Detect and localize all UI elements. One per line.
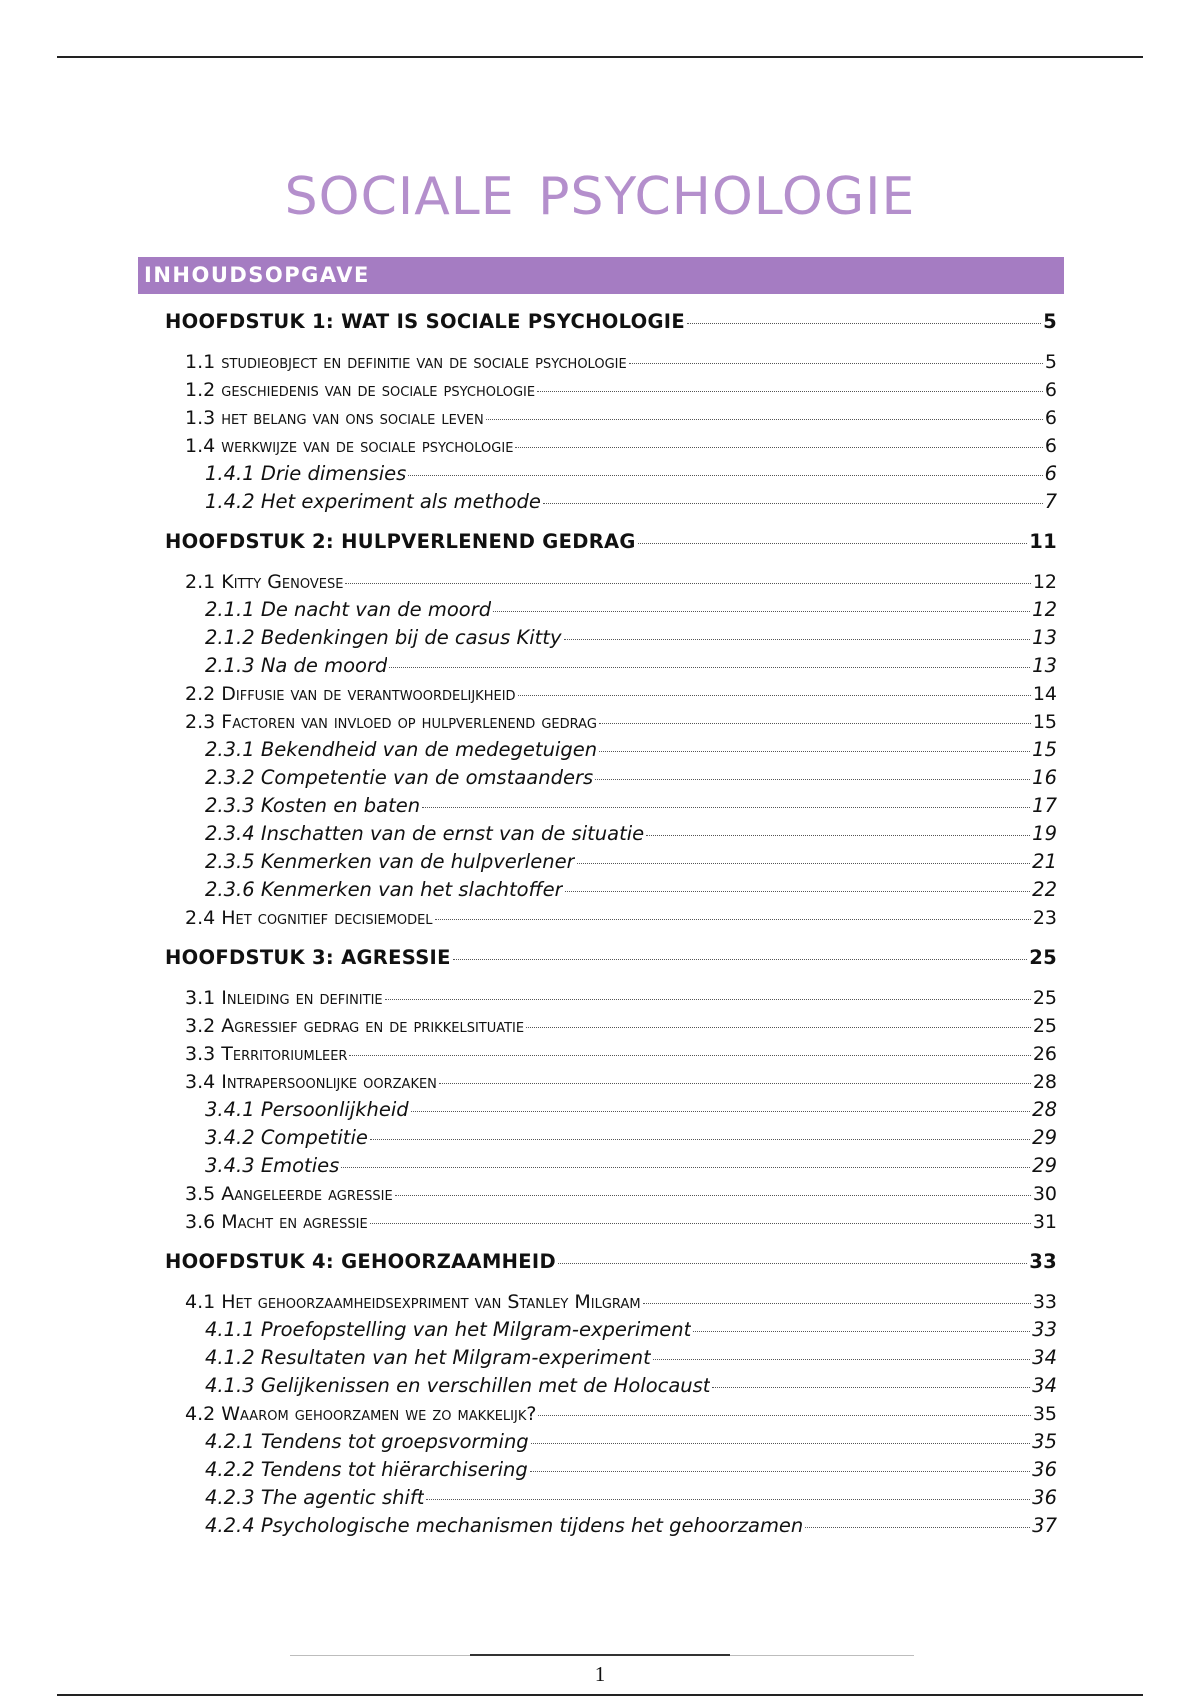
toc-entry-page: 15: [1032, 738, 1057, 761]
toc-entry-subsection[interactable]: [205, 1372, 1057, 1400]
toc-entry-number: 1.2: [185, 379, 216, 401]
toc-entry-label: 3.4.1 Persoonlijkheid: [205, 1098, 409, 1121]
toc-entry-label: [185, 1208, 368, 1236]
toc-entry-subsection[interactable]: [205, 1344, 1057, 1372]
toc-entry-label: 4.2.1 Tendens tot groepsvorming: [205, 1430, 529, 1453]
toc-entry-number: 2.3: [185, 711, 216, 733]
toc-entry-section[interactable]: [185, 904, 1057, 932]
toc-entry-page: 35: [1032, 1430, 1057, 1453]
toc-dot-leader: [558, 1263, 1027, 1264]
toc-entry-subsection[interactable]: [205, 876, 1057, 904]
toc-entry-section[interactable]: [185, 376, 1057, 404]
toc-entry-number: 3.3: [185, 1043, 216, 1065]
toc-entry-page: 25: [1032, 1015, 1057, 1037]
toc-dot-leader: [565, 891, 1031, 892]
toc-entry-text: Agressief gedrag en de prikkelsituatie: [221, 1015, 525, 1037]
toc-dot-leader: [389, 667, 1030, 668]
toc-dot-leader: [595, 779, 1030, 780]
toc-dot-leader: [531, 1443, 1030, 1444]
toc-entry-label: HOOFDSTUK 1: WAT IS SOCIALE PSYCHOLOGIE: [165, 310, 685, 333]
toc-entry-page: 15: [1032, 711, 1057, 733]
toc-entry-page: 33: [1032, 1318, 1057, 1341]
toc-entry-subsection[interactable]: [205, 624, 1057, 652]
toc-entry-label: 4.2.3 The agentic shift: [205, 1486, 425, 1509]
toc-entry-number: 4.2: [185, 1403, 216, 1425]
toc-dot-leader: [518, 695, 1031, 696]
toc-entry-section[interactable]: [185, 1040, 1057, 1068]
toc-entry-text: Kitty Genovese: [221, 571, 344, 593]
toc-dot-leader: [422, 807, 1030, 808]
toc-entry-page: 29: [1032, 1154, 1057, 1177]
toc-entry-text: Aangeleerde agressie: [221, 1183, 393, 1205]
toc-entry-label: [185, 568, 343, 596]
toc-entry-number: 4.1: [185, 1291, 216, 1313]
toc-dot-leader: [629, 363, 1043, 364]
toc-entry-page: 6: [1044, 407, 1057, 429]
toc-entry-section[interactable]: [185, 680, 1057, 708]
toc-dot-leader: [537, 391, 1043, 392]
toc-entry-text: Intrapersoonlijke oorzaken: [221, 1071, 437, 1093]
toc-entry-number: 1.4: [185, 435, 216, 457]
toc-entry-label: 2.3.6 Kenmerken van het slachtoffer: [205, 878, 563, 901]
document-title: SOCIALE PSYCHOLOGIE: [284, 167, 916, 227]
toc-entry-page: 33: [1029, 1250, 1057, 1273]
toc-entry-page: 36: [1032, 1486, 1057, 1509]
toc-entry-page: 14: [1032, 683, 1057, 705]
toc-entry-label: [185, 404, 484, 432]
toc-entry-subsection[interactable]: [205, 736, 1057, 764]
toc-entry-page: 23: [1032, 907, 1057, 929]
toc-dot-leader: [538, 1415, 1030, 1416]
toc-entry-page: 26: [1032, 1043, 1057, 1065]
toc-entry-number: 3.5: [185, 1183, 216, 1205]
toc-entry-chapter[interactable]: [165, 944, 1057, 972]
toc-entry-page: 5: [1043, 310, 1057, 333]
toc-entry-text: werkwijze van de sociale psychologie: [221, 435, 514, 457]
toc-dot-leader: [599, 751, 1030, 752]
toc-entry-label: 2.3.4 Inschatten van de ernst van de situatie: [205, 822, 645, 845]
toc-entry-page: 37: [1032, 1514, 1057, 1537]
toc-entry-label: 4.1.1 Proefopstelling van het Milgram-experiment: [205, 1318, 692, 1341]
toc-entry-label: 3.4.2 Competitie: [205, 1126, 368, 1149]
toc-dot-leader: [439, 1083, 1031, 1084]
toc-entry-text: Diffusie van de verantwoordelijkheid: [221, 683, 516, 705]
toc-entry-label: 4.2.2 Tendens tot hiërarchisering: [205, 1458, 528, 1481]
toc-dot-leader: [435, 919, 1031, 920]
toc-dot-leader: [530, 1471, 1030, 1472]
toc-entry-label: [185, 1180, 393, 1208]
toc-entry-page: 36: [1032, 1458, 1057, 1481]
toc-entry-page: 21: [1032, 850, 1057, 873]
toc-entry-section[interactable]: [185, 984, 1057, 1012]
toc-dot-leader: [712, 1387, 1030, 1388]
toc-dot-leader: [486, 419, 1043, 420]
toc-entry-page: 6: [1044, 435, 1057, 457]
toc-entry-page: 7: [1044, 490, 1057, 513]
toc-entry-page: 30: [1032, 1183, 1057, 1205]
toc-dot-leader: [638, 543, 1028, 544]
toc-entry-text: studieobject en definitie van de sociale psychologie: [221, 351, 627, 373]
toc-entry-page: 13: [1032, 626, 1057, 649]
toc-entry-subsection[interactable]: [205, 1428, 1057, 1456]
toc-entry-subsection[interactable]: [205, 460, 1057, 488]
toc-dot-leader: [653, 1359, 1030, 1360]
toc-entry-text: Macht en agressie: [221, 1211, 368, 1233]
toc-entry-section[interactable]: [185, 1400, 1057, 1428]
toc-entry-section[interactable]: [185, 568, 1057, 596]
toc-entry-page: 25: [1029, 946, 1057, 969]
toc-dot-leader: [526, 1027, 1031, 1028]
toc-entry-label: 1.4.2 Het experiment als methode: [205, 490, 541, 513]
toc-entry-subsection[interactable]: [205, 652, 1057, 680]
toc-entry-text: Waarom gehoorzamen we zo makkelijk?: [221, 1403, 537, 1425]
toc-entry-label: [185, 376, 535, 404]
toc-entry-number: 1.1: [185, 351, 216, 373]
toc-dot-leader: [349, 1055, 1030, 1056]
toc-entry-section[interactable]: [185, 708, 1057, 736]
toc-entry-number: 2.1: [185, 571, 216, 593]
toc-entry-number: 1.3: [185, 407, 216, 429]
toc-entry-text: Inleiding en definitie: [221, 987, 383, 1009]
toc-entry-label: 2.3.5 Kenmerken van de hulpverlener: [205, 850, 575, 873]
toc-entry-subsection[interactable]: [205, 820, 1057, 848]
toc-entry-subsection[interactable]: [205, 792, 1057, 820]
toc-entry-label: [185, 680, 516, 708]
toc-entry-label: 1.4.1 Drie dimensies: [205, 462, 407, 485]
toc-entry-page: 29: [1032, 1126, 1057, 1149]
toc-dot-leader: [599, 723, 1031, 724]
toc-entry-label: HOOFDSTUK 2: HULPVERLENEND GEDRAG: [165, 530, 636, 553]
toc-entry-page: 6: [1044, 462, 1057, 485]
toc-entry-page: 34: [1032, 1374, 1057, 1397]
toc-dot-leader: [395, 1195, 1031, 1196]
toc-entry-page: 11: [1029, 530, 1057, 553]
toc-entry-page: 34: [1032, 1346, 1057, 1369]
toc-entry-text: Factoren van invloed op hulpverlenend gedrag: [221, 711, 597, 733]
toc-entry-page: 12: [1032, 598, 1057, 621]
toc-dot-leader: [687, 323, 1041, 324]
toc-entry-label: HOOFDSTUK 4: GEHOORZAAMHEID: [165, 1250, 556, 1273]
bottom-rule: [57, 1694, 1143, 1696]
toc-dot-leader: [643, 1303, 1031, 1304]
toc-entry-text: geschiedenis van de sociale psychologie: [221, 379, 536, 401]
toc-entry-label: 4.1.3 Gelijkenissen en verschillen met de Holocaust: [205, 1374, 711, 1397]
toc-dot-leader: [693, 1331, 1030, 1332]
toc-entry-label: [185, 904, 433, 932]
toc-dot-leader: [805, 1527, 1030, 1528]
toc-dot-leader: [370, 1223, 1031, 1224]
toc-entry-label: [185, 708, 597, 736]
toc-entry-page: 28: [1032, 1071, 1057, 1093]
toc-entry-subsection[interactable]: [205, 764, 1057, 792]
toc-entry-label: 2.1.2 Bedenkingen bij de casus Kitty: [205, 626, 562, 649]
toc-dot-leader: [426, 1499, 1030, 1500]
toc-entry-number: 2.4: [185, 907, 216, 929]
toc-entry-label: 2.1.1 De nacht van de moord: [205, 598, 492, 621]
toc-entry-page: 12: [1032, 571, 1057, 593]
toc-entry-text: het belang van ons sociale leven: [221, 407, 484, 429]
toc-dot-leader: [543, 503, 1043, 504]
toc-dot-leader: [408, 475, 1042, 476]
toc-entry-section[interactable]: [185, 1208, 1057, 1236]
toc-entry-number: 3.1: [185, 987, 216, 1009]
toc-entry-page: 33: [1032, 1291, 1057, 1313]
toc-entry-label: 2.3.3 Kosten en baten: [205, 794, 421, 817]
toc-entry-section[interactable]: [185, 432, 1057, 460]
toc-dot-leader: [385, 999, 1031, 1000]
toc-entry-label: [185, 348, 627, 376]
toc-entry-subsection[interactable]: [205, 1484, 1057, 1512]
toc-entry-section[interactable]: [185, 1012, 1057, 1040]
toc-entry-chapter[interactable]: [165, 528, 1057, 556]
toc-entry-text: Het cognitief decisiemodel: [221, 907, 433, 929]
toc-dot-leader: [411, 1111, 1031, 1112]
toc-entry-label: HOOFDSTUK 3: AGRESSIE: [165, 946, 451, 969]
toc-dot-leader: [453, 959, 1028, 960]
toc-entry-label: [185, 432, 513, 460]
toc-dot-leader: [493, 611, 1030, 612]
toc-entry-label: [185, 1068, 437, 1096]
toc-entry-text: Het gehoorzaamheidsexpriment van Stanley Milgram: [221, 1291, 641, 1313]
toc-entry-chapter[interactable]: [165, 308, 1057, 336]
toc-entry-chapter[interactable]: [165, 1248, 1057, 1276]
toc-entry-label: [185, 1012, 524, 1040]
toc-entry-number: 3.4: [185, 1071, 216, 1093]
toc-entry-page: 13: [1032, 654, 1057, 677]
toc-entry-page: 6: [1044, 379, 1057, 401]
page-number: 1: [594, 1662, 606, 1686]
toc-entry-number: 3.2: [185, 1015, 216, 1037]
toc-dot-leader: [341, 1167, 1030, 1168]
toc-entry-subsection[interactable]: [205, 1456, 1057, 1484]
toc-heading: INHOUDSOPGAVE: [138, 257, 1064, 294]
toc-entry-section[interactable]: [185, 1068, 1057, 1096]
toc-entry-label: 4.1.2 Resultaten van het Milgram-experiment: [205, 1346, 651, 1369]
toc-dot-leader: [345, 583, 1030, 584]
toc-entry-page: 35: [1032, 1403, 1057, 1425]
toc-entry-page: 25: [1032, 987, 1057, 1009]
toc-entry-page: 31: [1032, 1211, 1057, 1233]
toc-dot-leader: [370, 1139, 1030, 1140]
toc-entry-subsection[interactable]: [205, 1152, 1057, 1180]
toc-entry-section[interactable]: [185, 404, 1057, 432]
toc-entry-subsection[interactable]: [205, 488, 1057, 516]
toc-entry-page: 5: [1044, 351, 1057, 373]
toc-entry-subsection[interactable]: [205, 848, 1057, 876]
toc-entry-page: 19: [1032, 822, 1057, 845]
toc-entry-section[interactable]: [185, 348, 1057, 376]
toc-entry-label: [185, 1040, 347, 1068]
toc-entry-subsection[interactable]: [205, 1512, 1057, 1540]
toc-entry-number: 3.6: [185, 1211, 216, 1233]
toc-entry-section[interactable]: [185, 1288, 1057, 1316]
toc-entry-number: 2.2: [185, 683, 216, 705]
toc-entry-page: 28: [1032, 1098, 1057, 1121]
toc-entry-label: 3.4.3 Emoties: [205, 1154, 340, 1177]
toc-entry-label: [185, 984, 383, 1012]
toc-entry-page: 16: [1032, 766, 1057, 789]
toc-dot-leader: [577, 863, 1031, 864]
toc-entry-label: 4.2.4 Psychologische mechanismen tijdens het gehoorzamen: [205, 1514, 804, 1537]
toc-dot-leader: [564, 639, 1031, 640]
toc-entry-subsection[interactable]: [205, 1124, 1057, 1152]
toc-entry-label: [185, 1400, 536, 1428]
toc-dot-leader: [515, 447, 1042, 448]
toc-entry-subsection[interactable]: [205, 1096, 1057, 1124]
toc-dot-leader: [646, 835, 1030, 836]
toc-entry-page: 17: [1032, 794, 1057, 817]
toc-entry-page: 22: [1032, 878, 1057, 901]
toc-entry-subsection[interactable]: [205, 1316, 1057, 1344]
toc-entry-section[interactable]: [185, 1180, 1057, 1208]
toc-entry-text: Territoriumleer: [221, 1043, 348, 1065]
footer-rule-accent: [470, 1654, 730, 1656]
toc-entry-label: 2.3.1 Bekendheid van de medegetuigen: [205, 738, 598, 761]
toc-entry-label: [185, 1288, 641, 1316]
toc-entry-label: 2.1.3 Na de moord: [205, 654, 388, 677]
toc-entry-subsection[interactable]: [205, 596, 1057, 624]
toc-entry-label: 2.3.2 Competentie van de omstaanders: [205, 766, 594, 789]
